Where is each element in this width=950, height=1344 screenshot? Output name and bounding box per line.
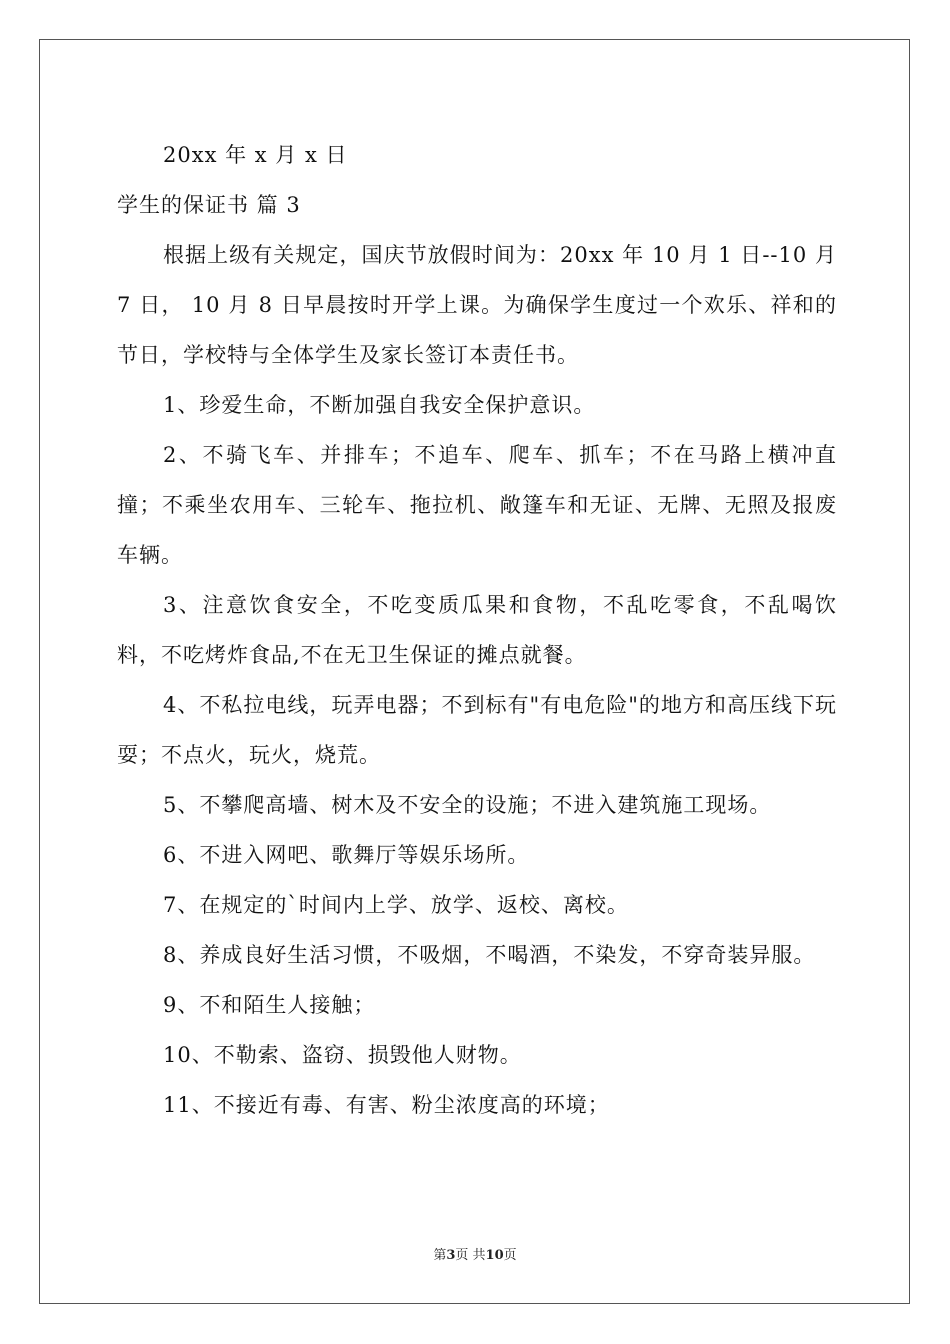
date-line: 20xx 年 x 月 x 日 [163,143,348,167]
list-item: 8、养成良好生活习惯，不吸烟，不喝酒，不染发，不穿奇装异服。 [163,943,816,967]
list-item: 9、不和陌生人接触； [163,993,376,1017]
list-item: 10、不勒索、盗窃、损毁他人财物。 [163,1043,522,1067]
footer-suffix: 页 [503,1248,517,1263]
list-item: 2、不骑飞车、并排车；不追车、爬车、抓车；不在马路上横冲直撞；不乘坐农用车、三轮车、拖拉机、敞篷车和无证、无牌、无照及报废车辆。 [117,443,837,567]
list-item: 7、在规定的`时间内上学、放学、返校、离校。 [163,893,629,917]
footer-total-pages: 10 [485,1248,504,1263]
list-item: 6、不进入网吧、歌舞厅等娱乐场所。 [163,843,530,867]
list-item: 4、不私拉电线，玩弄电器；不到标有"有电危险"的地方和高压线下玩耍；不点火，玩火，烧荒。 [117,693,837,767]
document-body [117,130,837,1130]
list-item: 3、注意饮食安全，不吃变质瓜果和食物，不乱吃零食，不乱喝饮料，不吃烤炸食品,不在无卫生保证的摊点就餐。 [117,593,837,667]
footer-page-number: 3 [446,1248,456,1263]
footer-middle: 页 共 [455,1248,486,1263]
page-footer [0,1244,950,1263]
footer-prefix: 第 [433,1248,447,1263]
intro-paragraph: 根据上级有关规定，国庆节放假时间为：20xx 年 10 月 1 日--10 月 7 日， 10 月 8 日早晨按时开学上课。为确保学生度过一个欢乐、祥和的节日，学校特与全体学生及家长签订本责任书。 [117,243,837,367]
list-item: 5、不攀爬高墙、树木及不安全的设施；不进入建筑施工现场。 [163,793,772,817]
list-item: 1、珍爱生命，不断加强自我安全保护意识。 [163,393,596,417]
section-title: 学生的保证书 篇 3 [117,193,301,217]
list-item: 11、不接近有毒、有害、粉尘浓度高的环境； [163,1093,610,1117]
